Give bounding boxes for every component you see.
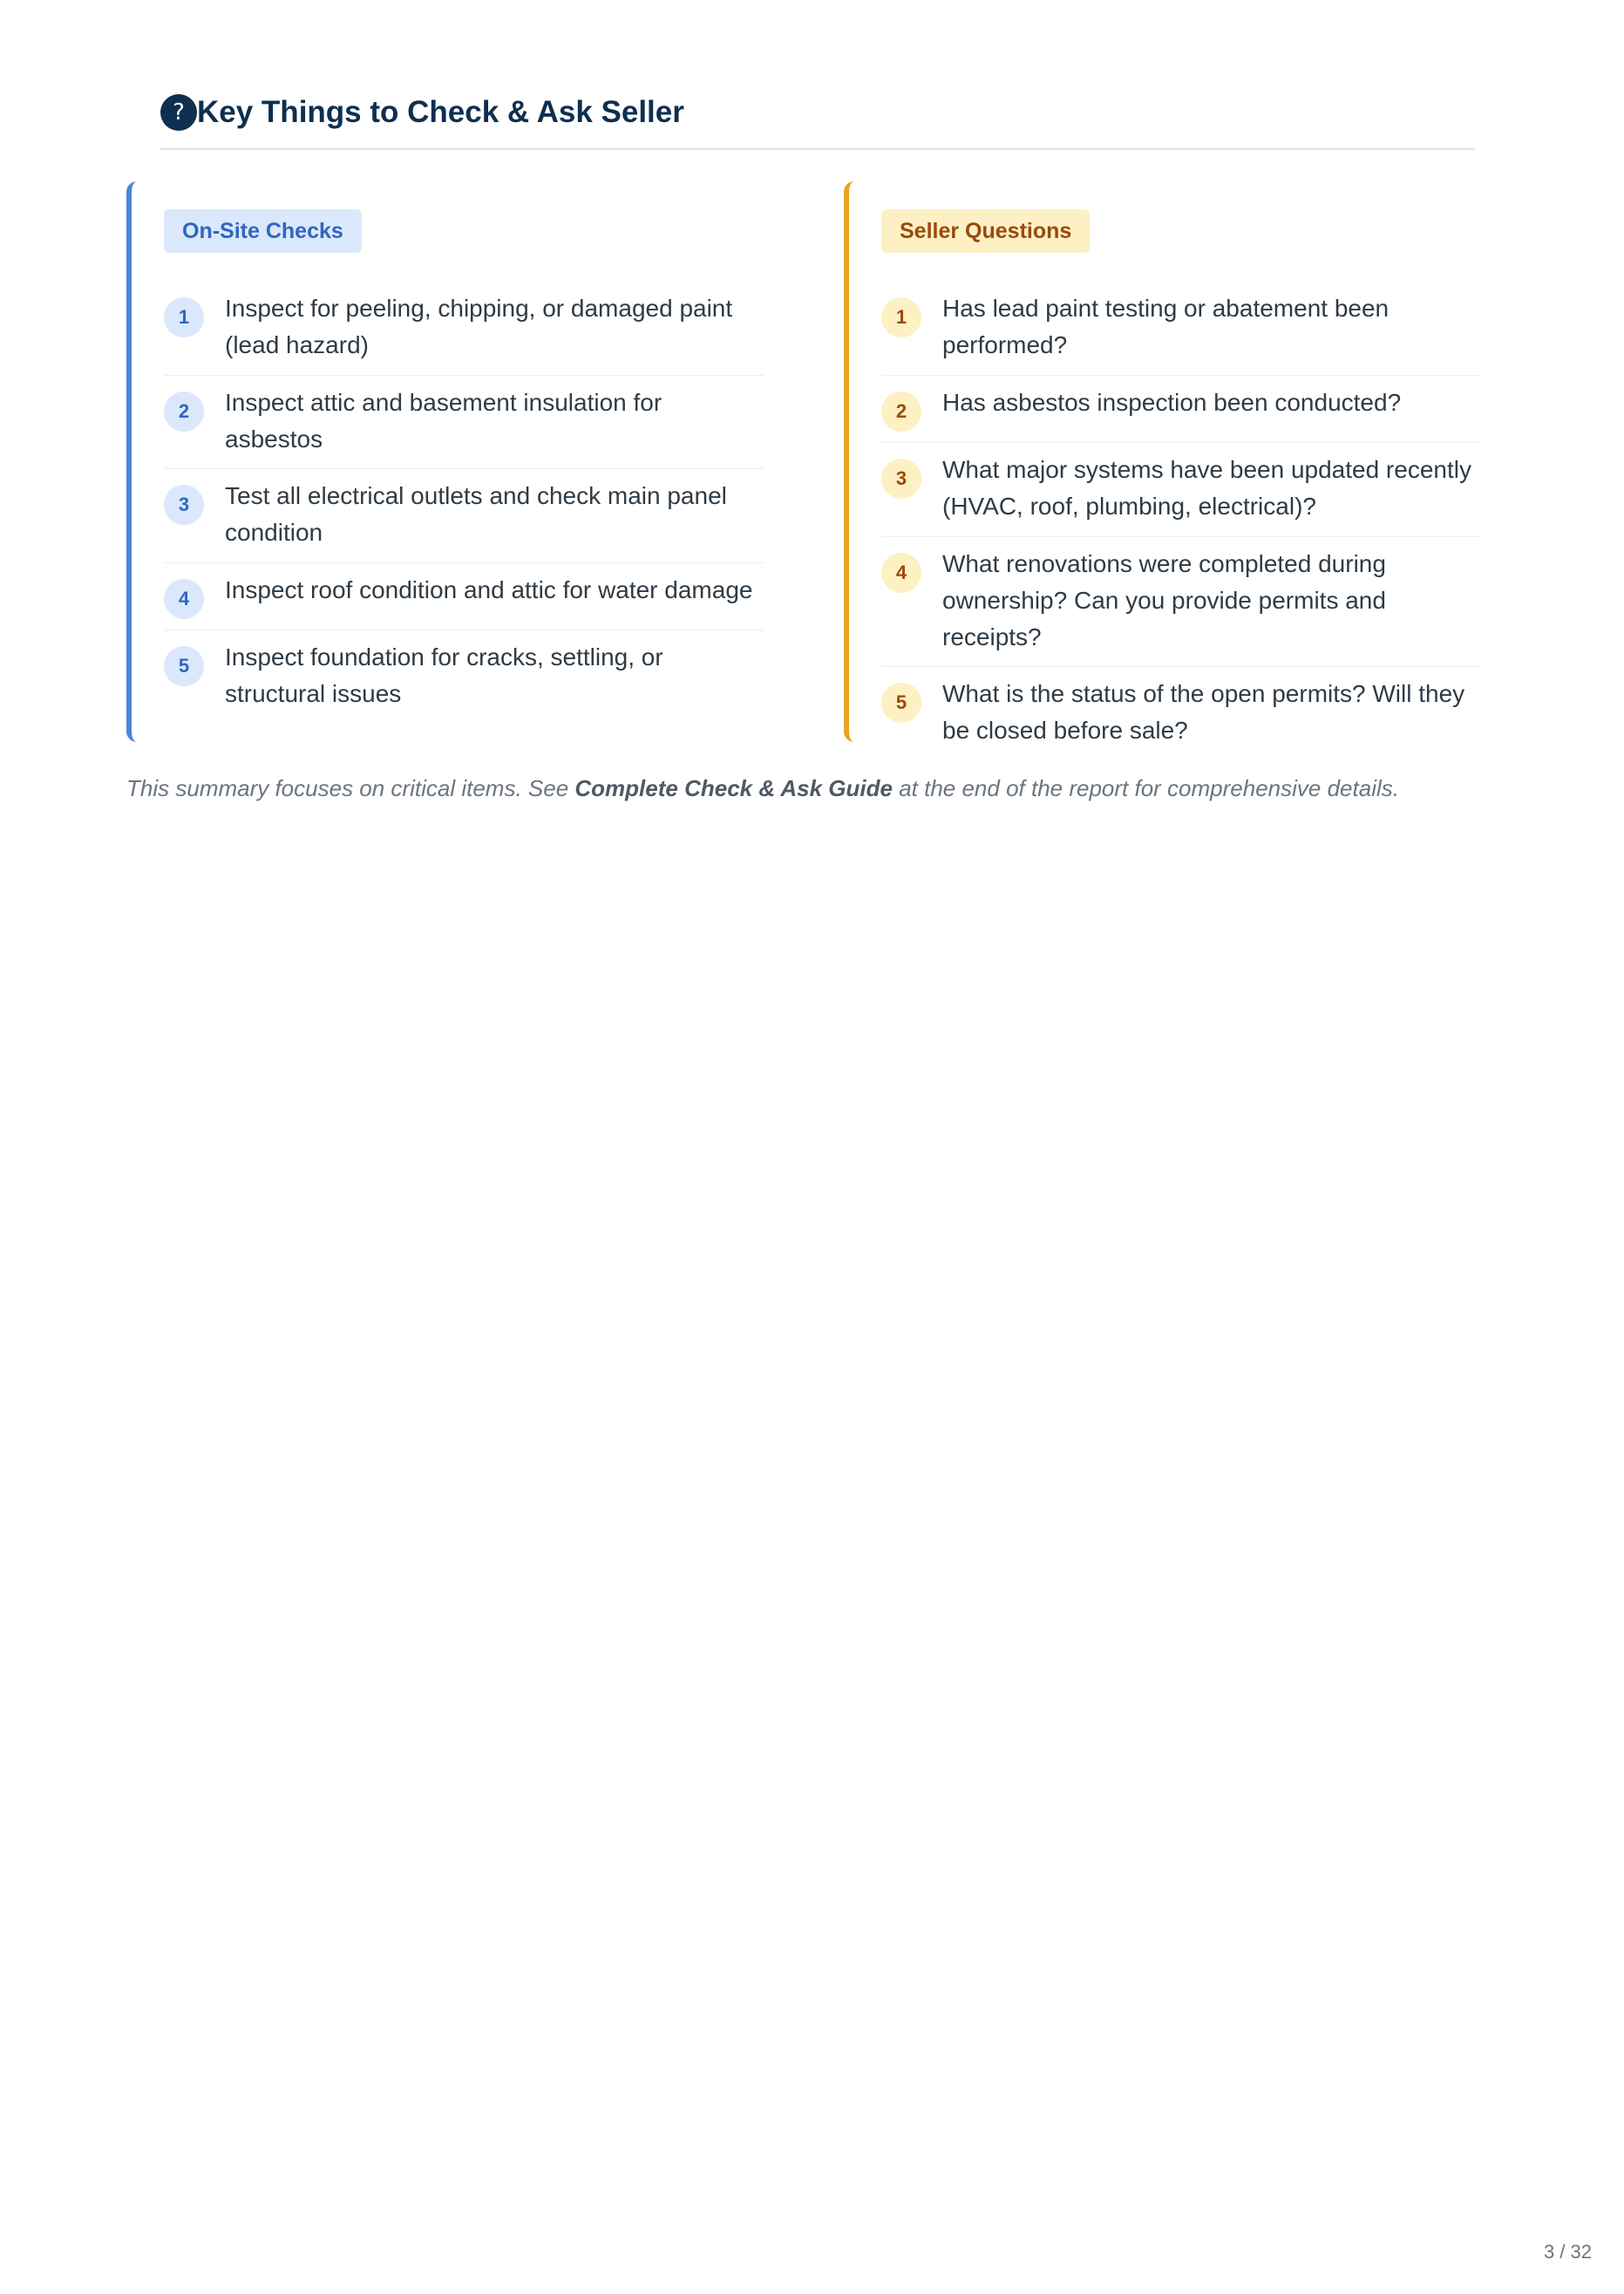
seller-questions-card: [844, 181, 1481, 742]
item-number-badge: 5: [881, 683, 921, 723]
item-text: Has asbestos inspection been conducted?: [942, 389, 1402, 416]
onsite-checks-tag: On-Site Checks: [164, 209, 362, 253]
list-item: [164, 376, 764, 469]
summary-footnote: [126, 771, 1486, 806]
list-item: [881, 376, 1481, 443]
list-item: [881, 282, 1481, 376]
item-number-badge: 4: [881, 553, 921, 593]
item-number-badge: 4: [164, 579, 204, 619]
item-text: What major systems have been updated recently (HVAC, roof, plumbing, electrical)?: [942, 456, 1471, 520]
item-number-badge: 5: [164, 646, 204, 686]
section-title: Key Things to Check & Ask Seller: [197, 95, 684, 129]
onsite-checks-list: [164, 282, 764, 725]
item-text: Inspect roof condition and attic for water damage: [225, 576, 753, 603]
item-number-badge: 2: [164, 391, 204, 432]
item-number-badge: 1: [164, 297, 204, 337]
onsite-checks-card: [126, 181, 764, 742]
item-number-badge: 1: [881, 297, 921, 337]
item-number-badge: 3: [164, 485, 204, 525]
question-icon: ?: [160, 94, 197, 131]
list-item: [164, 469, 764, 563]
list-item: [881, 667, 1481, 761]
list-item: [164, 630, 764, 725]
item-text: What renovations were completed during ownership? Can you provide permits and receipts?: [942, 550, 1386, 650]
item-text: Test all electrical outlets and check main panel condition: [225, 482, 727, 546]
item-number-badge: 3: [881, 459, 921, 499]
guide-reference: Complete Check & Ask Guide: [574, 775, 893, 801]
footnote-text-after: at the end of the report for comprehensive details.: [892, 775, 1399, 801]
section-header: [160, 89, 1475, 150]
seller-questions-tag: Seller Questions: [881, 209, 1090, 253]
item-text: What is the status of the open permits? Will they be closed before sale?: [942, 680, 1465, 744]
list-item: [164, 563, 764, 630]
item-text: Inspect for peeling, chipping, or damaged paint (lead hazard): [225, 295, 733, 358]
item-text: Has lead paint testing or abatement been performed?: [942, 295, 1390, 358]
list-item: [881, 537, 1481, 667]
list-item: [881, 443, 1481, 537]
list-item: [164, 282, 764, 376]
seller-questions-list: [881, 282, 1481, 761]
item-text: Inspect foundation for cracks, settling, or structural issues: [225, 643, 663, 707]
item-text: Inspect attic and basement insulation for asbestos: [225, 389, 663, 453]
item-number-badge: 2: [881, 391, 921, 432]
page-number: 3 / 32: [1543, 2241, 1592, 2263]
footnote-text-before: This summary focuses on critical items. See: [126, 775, 575, 801]
